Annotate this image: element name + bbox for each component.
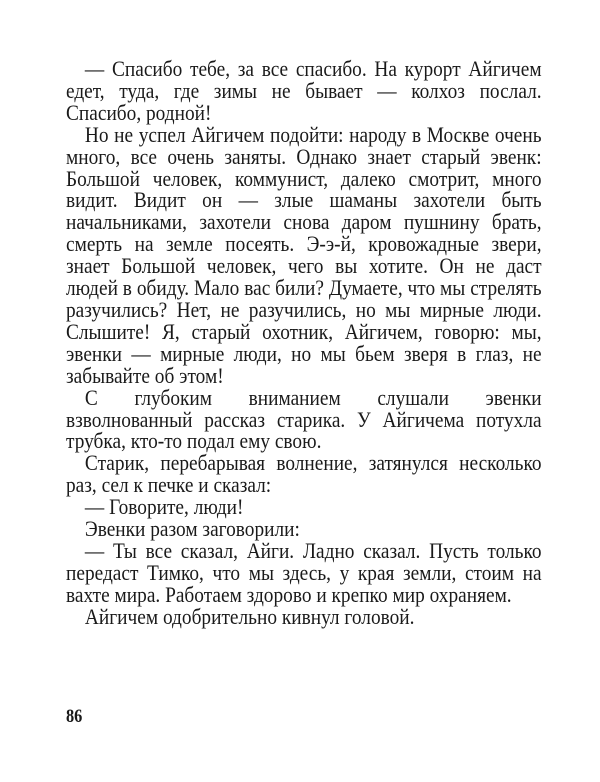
page-number: 86 [66,706,83,727]
paragraph-3: С глубоким вниманием слушали эвенки взволнованный рассказ старика. У Айгичема потухла трубка, кто-то подал ему свою. [66,384,542,454]
book-page [66,58,542,758]
paragraph-8: Айгичем одобрительно кивнул головой. [84,603,415,629]
paragraph-6: Эвенки разом заговорили: [84,516,300,542]
body-text [66,58,542,628]
paragraph-4: Старик, перебарывая волнение, затянулся несколько раз, сел к печке и сказал: [66,450,542,498]
paragraph-2: Но не успел Айгичем подойти: народу в Москве очень много, все очень заняты. Однако знает старый эвенк: Большой человек, коммунист, далеко смотрит, много видит. Видит он — злые шаманы захотели быть начальниками, захотели снова даром пушнину брать, смерть на земле посеять. Э-э-й, кровожадные звери, знает Большой человек, чего вы хотите. Он не даст людей в обиду. Мало вас били? Думаете, что мы стрелять разучились? Нет, не разучились, но мы мирные люди. Слышите! Я, старый охотник, Айгичем, говорю: мы, эвенки — мирные люди, но мы бьем зверя в глаз, не забывайте об этом! [66,121,542,388]
paragraph-7: — Ты все сказал, Айги. Ладно сказал. Пусть только передаст Тимко, что мы здесь, у края земли, стоим на вахте мира. Работаем здорово и крепко мир охраняем. [66,537,542,607]
paragraph-1: — Спасибо тебе, за все спасибо. На курорт Айгичем едет, туда, где зимы не бывает — колхоз послал. Спасибо, родной! [66,56,542,125]
paragraph-5: — Говорите, люди! [84,494,244,520]
